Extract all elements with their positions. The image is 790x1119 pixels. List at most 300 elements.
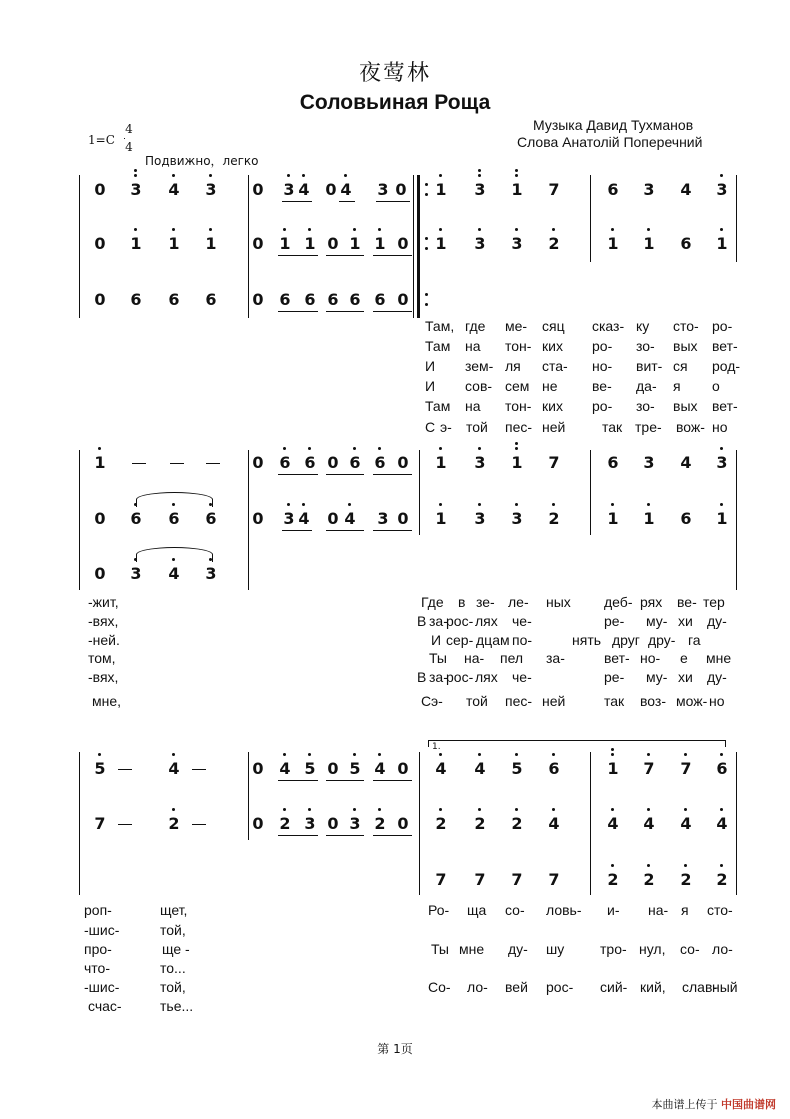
- lyric-syllable: тон-: [505, 398, 532, 414]
- note: 1: [432, 235, 450, 253]
- repeat-dot: [425, 183, 428, 186]
- lyric-syllable: тро-: [600, 941, 627, 957]
- footer-brand: 中国曲谱网: [721, 1098, 776, 1111]
- note: 6: [279, 290, 291, 309]
- note: 3: [713, 181, 731, 199]
- lyric-syllable: че-: [512, 669, 532, 685]
- lyric-syllable: мне,: [92, 693, 122, 709]
- note: 6: [374, 290, 386, 309]
- note: 0: [397, 290, 409, 309]
- note: 1: [346, 235, 364, 253]
- title-russian: Соловьиная Роща: [299, 91, 491, 114]
- lyric-syllable: за-: [546, 650, 565, 666]
- lyric-syllable: вых: [673, 398, 698, 414]
- eighth-beam: [339, 201, 355, 202]
- lyric-syllable: ло-: [467, 979, 488, 995]
- note: 1: [202, 235, 220, 253]
- lyric-syllable: ме-: [505, 318, 528, 334]
- lyric-syllable: не: [542, 378, 558, 394]
- lyric-syllable: мне: [706, 650, 732, 666]
- note: 3: [508, 235, 526, 253]
- note: 2: [508, 815, 526, 833]
- footer: [652, 1096, 777, 1112]
- note: 2: [545, 510, 563, 528]
- lyric-syllable: тер: [703, 594, 725, 610]
- slur: [136, 547, 213, 562]
- note: 7: [548, 180, 560, 199]
- note: 0: [252, 814, 264, 833]
- barline: [79, 450, 80, 590]
- lyric-syllable: му-: [646, 613, 668, 629]
- note: 4: [432, 760, 450, 778]
- note: 0: [397, 234, 409, 253]
- note: 7: [511, 870, 523, 889]
- eighth-beam: [278, 835, 318, 836]
- eighth-beam: [278, 780, 318, 781]
- tempo-marking: Подвижно，легко: [145, 154, 259, 168]
- lyric-syllable: тре-: [635, 419, 662, 435]
- note: 4: [640, 815, 658, 833]
- note: 1: [713, 510, 731, 528]
- note: 0: [252, 290, 264, 309]
- note: 6: [607, 180, 619, 199]
- note: 0: [395, 180, 407, 199]
- eighth-beam: [282, 255, 312, 256]
- note: 4: [165, 760, 183, 778]
- lyric-syllable: -шис-: [84, 979, 120, 995]
- hold-dash: [118, 769, 132, 770]
- note: 5: [301, 760, 319, 778]
- lyric-syllable: о: [712, 378, 720, 394]
- lyric-syllable: пес-: [505, 693, 533, 709]
- note: 1: [713, 235, 731, 253]
- note: 0: [94, 180, 106, 199]
- lyric-syllable: так: [602, 419, 623, 435]
- note: 1: [508, 454, 526, 472]
- lyric-syllable: ро-: [592, 398, 613, 414]
- eighth-beam: [282, 311, 312, 312]
- note: 5: [508, 760, 526, 778]
- barline: [248, 752, 249, 840]
- note: 0: [325, 180, 337, 199]
- note: 6: [130, 290, 142, 309]
- note: 3: [471, 510, 489, 528]
- eighth-beam: [282, 201, 312, 202]
- lyric-syllable: дцам: [476, 632, 510, 648]
- lyric-syllable: ло-: [712, 941, 733, 957]
- note: 2: [604, 871, 622, 889]
- lyric-syllable: Там: [425, 338, 451, 354]
- lyric-syllable: за-: [429, 669, 448, 685]
- eighth-beam: [326, 835, 364, 836]
- lyric-syllable: той,: [160, 979, 186, 995]
- lyric-syllable: на-: [464, 650, 485, 666]
- lyric-syllable: И: [425, 378, 436, 394]
- note: 3: [713, 454, 731, 472]
- lyric-syllable: рос-: [546, 979, 574, 995]
- lyric-syllable: сказ-: [592, 318, 625, 334]
- eighth-beam: [373, 255, 412, 256]
- note: 1: [604, 760, 622, 778]
- barline: [413, 175, 414, 318]
- lyrics-credit: Слова Анатолій Поперечний: [517, 134, 703, 150]
- lyric-syllable: вож-: [676, 419, 705, 435]
- hold-dash: [118, 824, 132, 825]
- lyric-syllable: Ты: [431, 941, 449, 957]
- lyric-syllable: на: [465, 338, 481, 354]
- eighth-beam: [373, 474, 412, 475]
- lyric-syllable: ный: [712, 979, 738, 995]
- lyric-syllable: ре-: [604, 669, 625, 685]
- lyric-syllable: С: [425, 419, 436, 435]
- note: 1: [91, 454, 109, 472]
- note: 3: [280, 510, 298, 528]
- eighth-beam: [326, 255, 364, 256]
- lyric-syllable: на-: [648, 902, 669, 918]
- lyric-syllable: вет-: [712, 338, 738, 354]
- barline: [419, 450, 420, 535]
- note: 0: [327, 453, 339, 472]
- lyric-syllable: щет,: [160, 902, 188, 918]
- lyric-syllable: той,: [160, 922, 186, 938]
- lyric-syllable: вет-: [712, 398, 738, 414]
- note: 1: [432, 454, 450, 472]
- note: 1: [508, 181, 526, 199]
- note: 6: [202, 510, 220, 528]
- barline: [248, 450, 249, 590]
- lyric-syllable: ве-: [677, 594, 697, 610]
- note: 3: [127, 565, 145, 583]
- lyric-syllable: так: [604, 693, 625, 709]
- lyric-syllable: сий-: [600, 979, 628, 995]
- barline: [736, 752, 737, 895]
- lyric-syllable: ду-: [707, 669, 727, 685]
- barline: [248, 175, 249, 318]
- lyric-syllable: деб-: [604, 594, 633, 610]
- eighth-beam: [326, 780, 364, 781]
- lyric-syllable: Ро-: [428, 902, 450, 918]
- repeat-dot: [425, 303, 428, 306]
- lyric-syllable: тон-: [505, 338, 532, 354]
- barline: [590, 175, 591, 262]
- note: 0: [397, 759, 409, 778]
- lyric-syllable: зо-: [636, 398, 655, 414]
- lyric-syllable: хи: [678, 669, 693, 685]
- note: 4: [371, 760, 389, 778]
- lyric-syllable: вет-: [604, 650, 630, 666]
- note: 1: [276, 235, 294, 253]
- lyric-syllable: пел: [500, 650, 524, 666]
- lyric-syllable: что-: [84, 960, 110, 976]
- note: 6: [276, 454, 294, 472]
- note: 4: [165, 181, 183, 199]
- lyric-syllable: но: [712, 419, 728, 435]
- lyric-syllable: ней: [542, 693, 566, 709]
- note: 1: [604, 235, 622, 253]
- note: 3: [346, 815, 364, 833]
- note: 0: [94, 564, 106, 583]
- barline: [590, 752, 591, 895]
- lyric-syllable: лях: [475, 669, 498, 685]
- note: 7: [94, 814, 106, 833]
- eighth-beam: [278, 474, 318, 475]
- lyric-syllable: ля: [505, 358, 521, 374]
- note: 0: [327, 509, 339, 528]
- note: 3: [508, 510, 526, 528]
- note: 1: [640, 235, 658, 253]
- lyric-syllable: сто-: [707, 902, 733, 918]
- volta-bracket: [428, 740, 726, 747]
- lyric-syllable: мож-: [676, 693, 708, 709]
- lyric-syllable: ся: [673, 358, 688, 374]
- note: 2: [677, 871, 695, 889]
- lyric-syllable: по-: [512, 632, 533, 648]
- lyric-syllable: И: [425, 358, 436, 374]
- note: 0: [327, 759, 339, 778]
- lyric-syllable: -вях,: [88, 613, 119, 629]
- lyric-syllable: рос-: [446, 613, 474, 629]
- note: 3: [471, 181, 489, 199]
- note: 6: [346, 454, 364, 472]
- note: 1: [301, 235, 319, 253]
- note: 6: [301, 454, 319, 472]
- note: 0: [94, 234, 106, 253]
- lyric-syllable: вей: [505, 979, 528, 995]
- hold-dash: [132, 463, 146, 464]
- note: 1: [432, 510, 450, 528]
- note: 3: [377, 180, 389, 199]
- lyric-syllable: ку: [636, 318, 650, 334]
- note: 3: [471, 235, 489, 253]
- lyric-syllable: ней: [542, 419, 566, 435]
- note: 4: [677, 815, 695, 833]
- note: 0: [327, 234, 339, 253]
- lyric-syllable: сов-: [465, 378, 493, 394]
- note: 4: [680, 180, 692, 199]
- lyric-syllable: в: [458, 594, 466, 610]
- lyric-syllable: ловь-: [546, 902, 582, 918]
- lyric-syllable: со-: [680, 941, 700, 957]
- repeat-dot: [425, 193, 428, 196]
- note: 7: [640, 760, 658, 778]
- barline: [417, 175, 420, 318]
- lyric-syllable: э-: [431, 693, 443, 709]
- page-number: 第 1页: [377, 1042, 413, 1056]
- lyric-syllable: -ней.: [88, 632, 120, 648]
- eighth-beam: [282, 530, 312, 531]
- note: 4: [295, 510, 313, 528]
- note: 6: [165, 510, 183, 528]
- note: 3: [127, 181, 145, 199]
- lyric-syllable: кий,: [640, 979, 666, 995]
- note: 4: [341, 510, 359, 528]
- note: 6: [545, 760, 563, 778]
- note: 4: [295, 181, 313, 199]
- note: 3: [301, 815, 319, 833]
- key-signature: 1=C: [88, 133, 115, 147]
- lyric-syllable: но: [709, 693, 725, 709]
- lyric-syllable: че-: [512, 613, 532, 629]
- note: 3: [202, 565, 220, 583]
- footer-text: 本曲谱上传于: [651, 1098, 718, 1111]
- note: 4: [545, 815, 563, 833]
- lyric-syllable: сяц: [542, 318, 565, 334]
- lyric-syllable: ных: [546, 594, 571, 610]
- lyric-syllable: нул,: [639, 941, 666, 957]
- lyric-syllable: то...: [160, 960, 186, 976]
- eighth-beam: [373, 835, 412, 836]
- note: 6: [127, 510, 145, 528]
- note: 5: [91, 760, 109, 778]
- note: 2: [165, 815, 183, 833]
- hold-dash: [192, 769, 206, 770]
- lyric-syllable: пес-: [505, 419, 533, 435]
- music-credit: Музыка Давид Тухманов: [533, 117, 694, 133]
- hold-dash: [170, 463, 184, 464]
- lyric-syllable: В: [417, 669, 427, 685]
- lyric-syllable: счас-: [88, 998, 122, 1014]
- note: 7: [548, 453, 560, 472]
- note: 1: [127, 235, 145, 253]
- note: 0: [94, 290, 106, 309]
- lyric-syllable: я: [681, 902, 689, 918]
- note: 0: [397, 814, 409, 833]
- barline: [419, 752, 420, 895]
- lyric-syllable: ду-: [508, 941, 528, 957]
- note: 1: [432, 181, 450, 199]
- lyric-syllable: мне: [459, 941, 485, 957]
- lyric-syllable: е: [680, 650, 688, 666]
- lyric-syllable: я: [673, 378, 681, 394]
- hold-dash: [206, 463, 220, 464]
- eighth-beam: [373, 780, 412, 781]
- note: 4: [604, 815, 622, 833]
- note: 2: [713, 871, 731, 889]
- lyric-syllable: -вях,: [88, 669, 119, 685]
- lyric-syllable: э-: [440, 419, 452, 435]
- note: 6: [304, 290, 316, 309]
- lyric-syllable: ще -: [162, 941, 190, 957]
- note: 2: [471, 815, 489, 833]
- note: 5: [346, 760, 364, 778]
- eighth-beam: [373, 311, 412, 312]
- lyric-syllable: зем-: [465, 358, 494, 374]
- note: 7: [677, 760, 695, 778]
- note: 3: [643, 453, 655, 472]
- lyric-syllable: лях: [475, 613, 498, 629]
- note: 3: [280, 181, 298, 199]
- lyric-syllable: ро-: [592, 338, 613, 354]
- note: 0: [94, 509, 106, 528]
- note: 7: [435, 870, 447, 889]
- lyric-syllable: -шис-: [84, 922, 120, 938]
- lyric-syllable: ве-: [592, 378, 612, 394]
- note: 0: [327, 814, 339, 833]
- lyric-syllable: вых: [673, 338, 698, 354]
- eighth-beam: [373, 530, 412, 531]
- lyric-syllable: но-: [640, 650, 661, 666]
- note: 7: [548, 870, 560, 889]
- lyric-syllable: му-: [646, 669, 668, 685]
- eighth-beam: [376, 201, 410, 202]
- barline: [736, 450, 737, 590]
- note: 6: [713, 760, 731, 778]
- lyric-syllable: про-: [84, 941, 112, 957]
- lyric-syllable: В: [417, 613, 427, 629]
- lyric-syllable: ких: [542, 398, 563, 414]
- lyric-syllable: тье...: [160, 998, 194, 1014]
- lyric-syllable: рос-: [446, 669, 474, 685]
- note: 1: [604, 510, 622, 528]
- lyric-syllable: зе-: [476, 594, 495, 610]
- lyric-syllable: сто-: [673, 318, 699, 334]
- time-signature: [122, 120, 136, 156]
- note: 4: [713, 815, 731, 833]
- note: 0: [252, 180, 264, 199]
- lyric-syllable: со-: [505, 902, 525, 918]
- note: 7: [474, 870, 486, 889]
- lyric-syllable: вит-: [636, 358, 663, 374]
- lyric-syllable: ких: [542, 338, 563, 354]
- repeat-dot: [425, 247, 428, 250]
- note: 2: [371, 815, 389, 833]
- lyric-syllable: С: [421, 693, 432, 709]
- note: 0: [397, 453, 409, 472]
- eighth-beam: [326, 474, 364, 475]
- note: 3: [202, 181, 220, 199]
- lyric-syllable: га: [688, 632, 701, 648]
- barline: [79, 752, 80, 895]
- lyric-syllable: том,: [88, 650, 116, 666]
- note: 6: [680, 234, 692, 253]
- lyric-syllable: Там: [425, 398, 451, 414]
- title-chinese: 夜莺林: [358, 61, 431, 86]
- note: 1: [371, 235, 389, 253]
- note: 0: [397, 509, 409, 528]
- lyric-syllable: зо-: [636, 338, 655, 354]
- volta-label: 1.: [432, 742, 441, 752]
- time-top: 4: [125, 122, 133, 136]
- slur: [136, 492, 213, 507]
- eighth-beam: [326, 530, 364, 531]
- lyric-syllable: и-: [607, 902, 620, 918]
- note: 0: [252, 509, 264, 528]
- hold-dash: [192, 824, 206, 825]
- note: 0: [252, 759, 264, 778]
- note: 0: [252, 453, 264, 472]
- note: 6: [680, 509, 692, 528]
- note: 4: [337, 181, 355, 199]
- lyric-syllable: Ты: [429, 650, 447, 666]
- lyric-syllable: той: [466, 419, 488, 435]
- lyric-syllable: хи: [678, 613, 693, 629]
- lyric-syllable: где: [465, 318, 486, 334]
- note: 3: [471, 454, 489, 472]
- note: 0: [252, 234, 264, 253]
- lyric-syllable: ду-: [707, 613, 727, 629]
- lyric-syllable: ле-: [508, 594, 529, 610]
- note: 2: [276, 815, 294, 833]
- note: 1: [640, 510, 658, 528]
- repeat-dot: [425, 237, 428, 240]
- note: 3: [377, 509, 389, 528]
- lyric-syllable: ро-: [712, 318, 733, 334]
- barline: [590, 450, 591, 535]
- eighth-beam: [326, 311, 364, 312]
- lyric-syllable: И: [431, 632, 442, 648]
- lyric-syllable: сем: [505, 378, 530, 394]
- note: 4: [680, 453, 692, 472]
